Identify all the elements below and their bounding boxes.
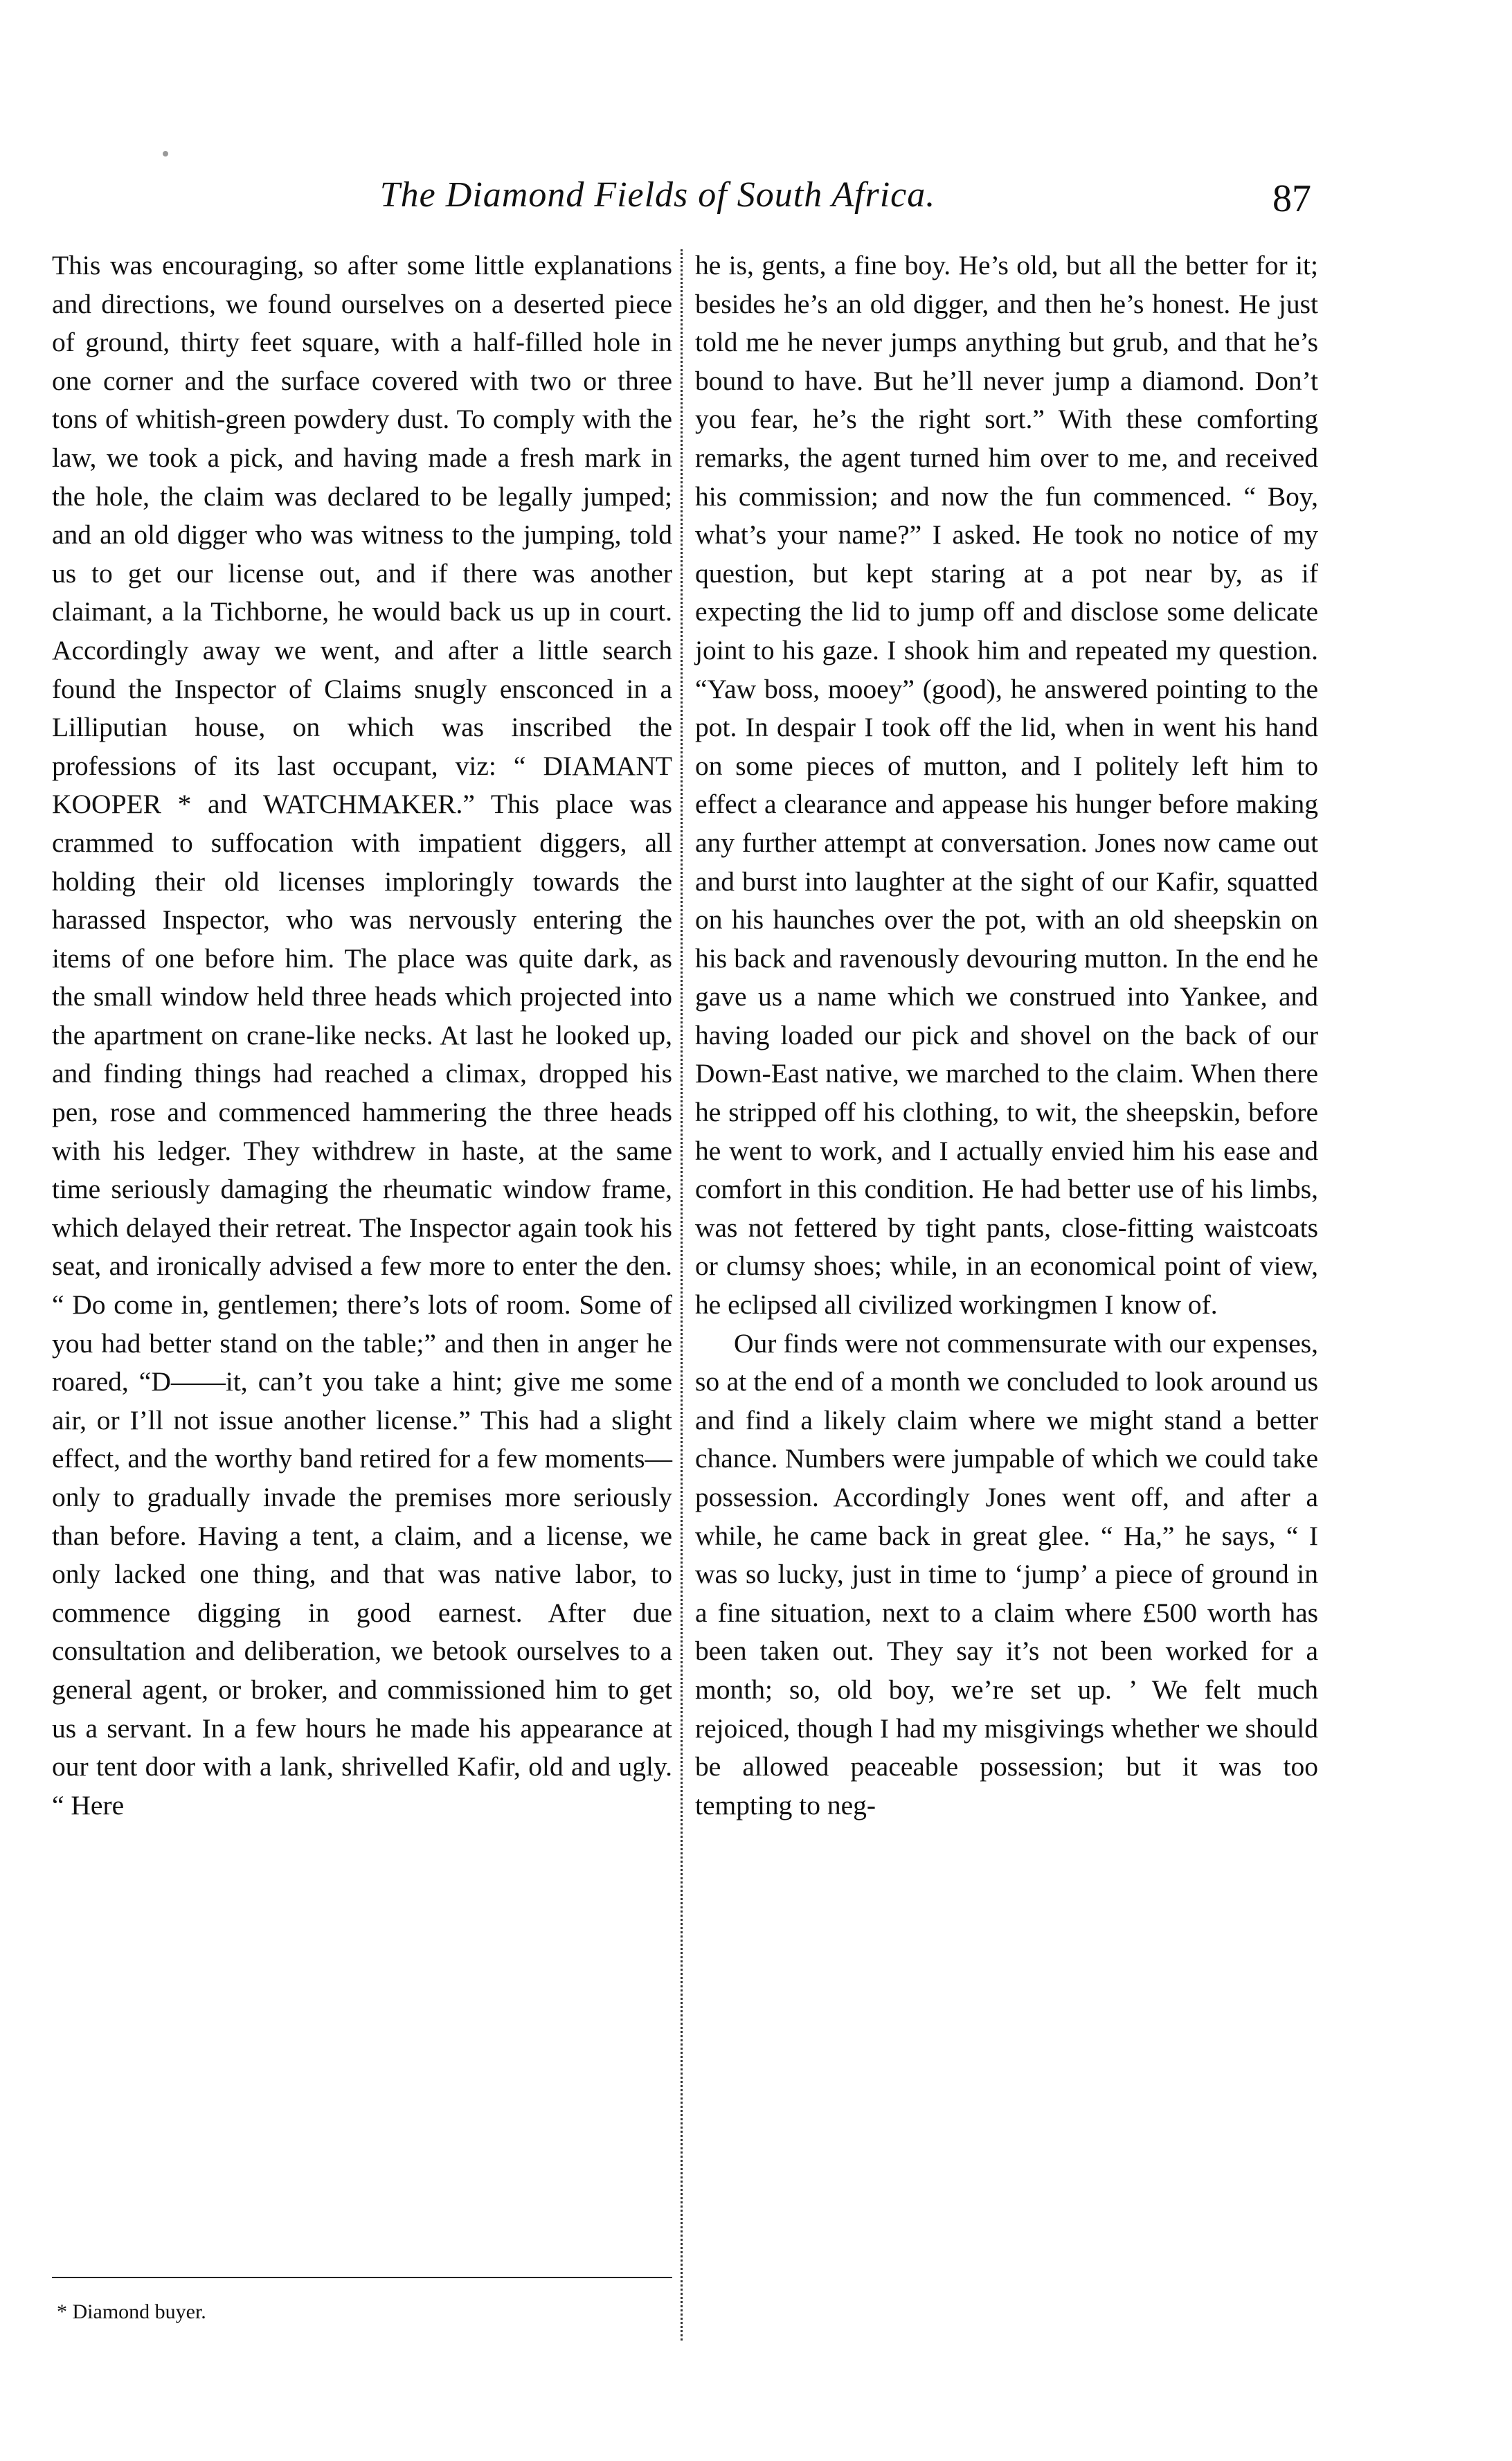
page-number: 87 <box>1272 177 1311 220</box>
paragraph: Our finds were not commensurate with our expenses, so at the end of a month we concluded to look around us and find a likely claim where we might stand a better chance. Numbers were jumpable of which we could take possession. Accordingly Jones went off, and after a while, he came back in great glee. “ Ha,” he says, “ I was so lucky, just in time to ‘jump’ a piece of ground in a fine situation, next to a claim where £500 worth has been taken out. They say it’s not been worked for a month; so, old boy, we’re set up. ’ We felt much rejoiced, though I had my misgivings whether we should be allowed peaceable possession; but it was too tempting to neg- <box>695 1327 1318 1820</box>
paragraph: he is, gents, a fine boy. He’s old, but all the better for it; besides he’s an old digger, and then he’s honest. He just told me he never jumps anything but grub, and that he’s bound to have. But he’ll never jump a diamond. Don’t you fear, he’s the right sort.” With these comforting remarks, the agent turned him over to me, and received his commission; and now the fun commenced. “ Boy, what’s your name?” I asked. He took no notice of my question, but kept staring at a pot near by, as if expecting the lid to jump off and disclose some delicate joint to his gaze. I shook him and repeated my question. “Yaw boss, mooey” (good), he answered pointing to the pot. In despair I took off the lid, when in went his hand on some pieces of mutton, and I politely left him to effect a clearance and appease his hunger before making any further attempt at conversation. Jones now came out and burst into laughter at the sight of our Kafir, squatted on his haunches over the pot, with an old sheepskin on his back and ravenously devouring mutton. In the end he gave us a name which we construed into Yankee, and having loaded our pick and shovel on the back of our Down-East native, we marched to the claim. When there he stripped off his clothing, to wit, the sheepskin, before he went to work, and I actually envied him his ease and comfort in this condition. He had better use of his limbs, was not fettered by tight pants, close-fitting waistcoats or clumsy shoes; while, in an economical point of view, he eclipsed all civilized workingmen I know of. <box>695 250 1318 1321</box>
footnote: * Diamond buyer. <box>57 2300 206 2323</box>
paragraph: This was encouraging, so after some little explanations and directions, we found ourselves on a deserted piece of ground, thirty feet square, with a half-filled hole in one corner and the surface covered with two or three tons of whitish-green powdery dust. To comply with the law, we took a pick, and having made a fresh mark in the hole, the claim was declared to be legally jumped; and an old digger who was witness to the jumping, told us to get our license out, and if there was another claimant, a la Tichborne, he would back us up in court. Accordingly away we went, and after a little search found the Inspector of Claims snugly ensconced in a Lilliputian house, on which was inscribed the professions of its last occupant, viz: “ DIAMANT KOOPER * and WATCHMAKER.” This place was crammed to suffocation with impatient diggers, all holding their old licenses imploringly towards the harassed Inspector, who was nervously entering the items of one before him. The place was quite dark, as the small window held three heads which projected into the apartment on crane-like necks. At last he looked up, and finding things had reached a climax, dropped his pen, rose and commenced hammering the three heads with his ledger. They withdrew in haste, at the same time seriously damaging the rheumatic window frame, which delayed their retreat. The Inspector again took his seat, and ironically advised a few more to enter the den. “ Do come in, gentlemen; there’s lots of room. Some of you had better stand on the table;” and then in anger he roared, “D——it, can’t you take a hint; give me some air, or I’ll not issue another license.” This had a slight effect, and the worthy band retired for a few moments—only to gradually invade the premises more seriously than before. Having a tent, a claim, and a license, we only lacked one thing, and that was native labor, to commence digging in good earnest. After due consultation and deliberation, we betook ourselves to a general agent, or broker, and commissioned him to get us a servant. In a few hours he made his appearance at our tent door with a lank, shrivelled Kafir, old and ugly. “ Here <box>52 250 672 1820</box>
ink-speck <box>163 151 168 156</box>
running-title: The Diamond Fields of South Africa. <box>379 175 936 215</box>
column-divider <box>681 249 683 2341</box>
left-column <box>52 247 672 1825</box>
right-column <box>695 247 1318 1825</box>
footnote-rule <box>52 2277 672 2278</box>
